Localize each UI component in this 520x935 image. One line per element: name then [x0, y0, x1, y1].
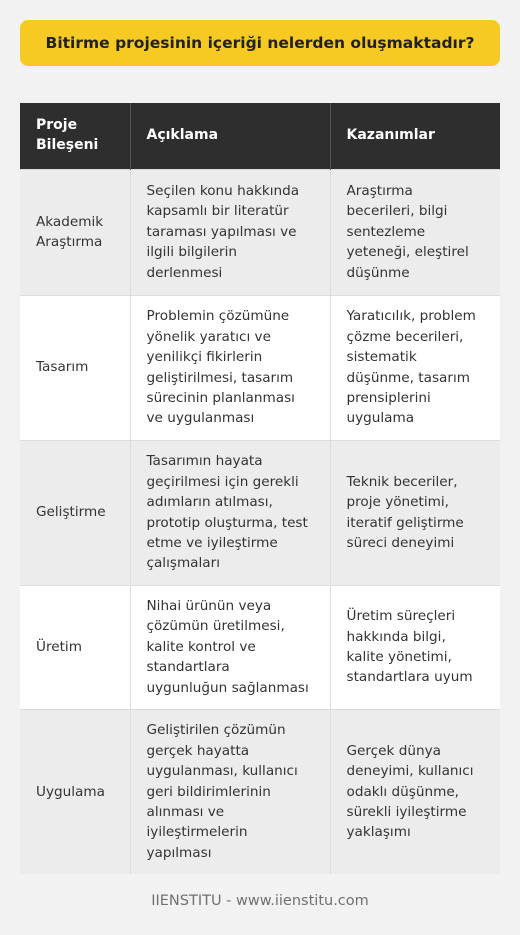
column-header-description: Açıklama	[130, 103, 330, 169]
table-row	[20, 585, 500, 709]
table-row	[20, 709, 500, 874]
page-title: Bitirme projesinin içeriği nelerden oluşmaktadır?	[20, 20, 500, 66]
footer-credit: IIENSTITU - www.iienstitu.com	[151, 893, 369, 909]
table-row	[20, 440, 500, 585]
cell-gains: Üretim süreçleri hakkında bilgi, kalite yönetimi, standartlara uyum	[330, 585, 500, 709]
column-header-component: Proje Bileşeni	[20, 103, 130, 169]
cell-gains: Teknik beceriler, proje yönetimi, iteratif geliştirme süreci deneyimi	[330, 440, 500, 585]
table-header-row	[20, 103, 500, 169]
cell-description: Geliştirilen çözümün gerçek hayatta uygulanması, kullanıcı geri bildirimlerinin alınması ve iyileştirmelerin yapılması	[130, 709, 330, 874]
content-table	[20, 103, 500, 874]
cell-component: Tasarım	[20, 295, 130, 440]
cell-component: Uygulama	[20, 709, 130, 874]
table-row	[20, 295, 500, 440]
cell-component: Geliştirme	[20, 440, 130, 585]
column-header-gains: Kazanımlar	[330, 103, 500, 169]
cell-gains: Yaratıcılık, problem çözme becerileri, sistematik düşünme, tasarım prensiplerini uygulama	[330, 295, 500, 440]
cell-component: Akademik Araştırma	[20, 169, 130, 295]
cell-description: Problemin çözümüne yönelik yaratıcı ve yenilikçi fikirlerin geliştirilmesi, tasarım sürecinin planlanması ve uygulanması	[130, 295, 330, 440]
cell-gains: Araştırma becerileri, bilgi sentezleme yeteneği, eleştirel düşünme	[330, 169, 500, 295]
cell-component: Üretim	[20, 585, 130, 709]
cell-description: Seçilen konu hakkında kapsamlı bir literatür taraması yapılması ve ilgili bilgilerin derlenmesi	[130, 169, 330, 295]
cell-gains: Gerçek dünya deneyimi, kullanıcı odaklı düşünme, sürekli iyileştirme yaklaşımı	[330, 709, 500, 874]
cell-description: Tasarımın hayata geçirilmesi için gerekli adımların atılması, prototip oluşturma, test etme ve iyileştirme çalışmaları	[130, 440, 330, 585]
cell-description: Nihai ürünün veya çözümün üretilmesi, kalite kontrol ve standartlara uygunluğun sağlanması	[130, 585, 330, 709]
table-row	[20, 169, 500, 295]
